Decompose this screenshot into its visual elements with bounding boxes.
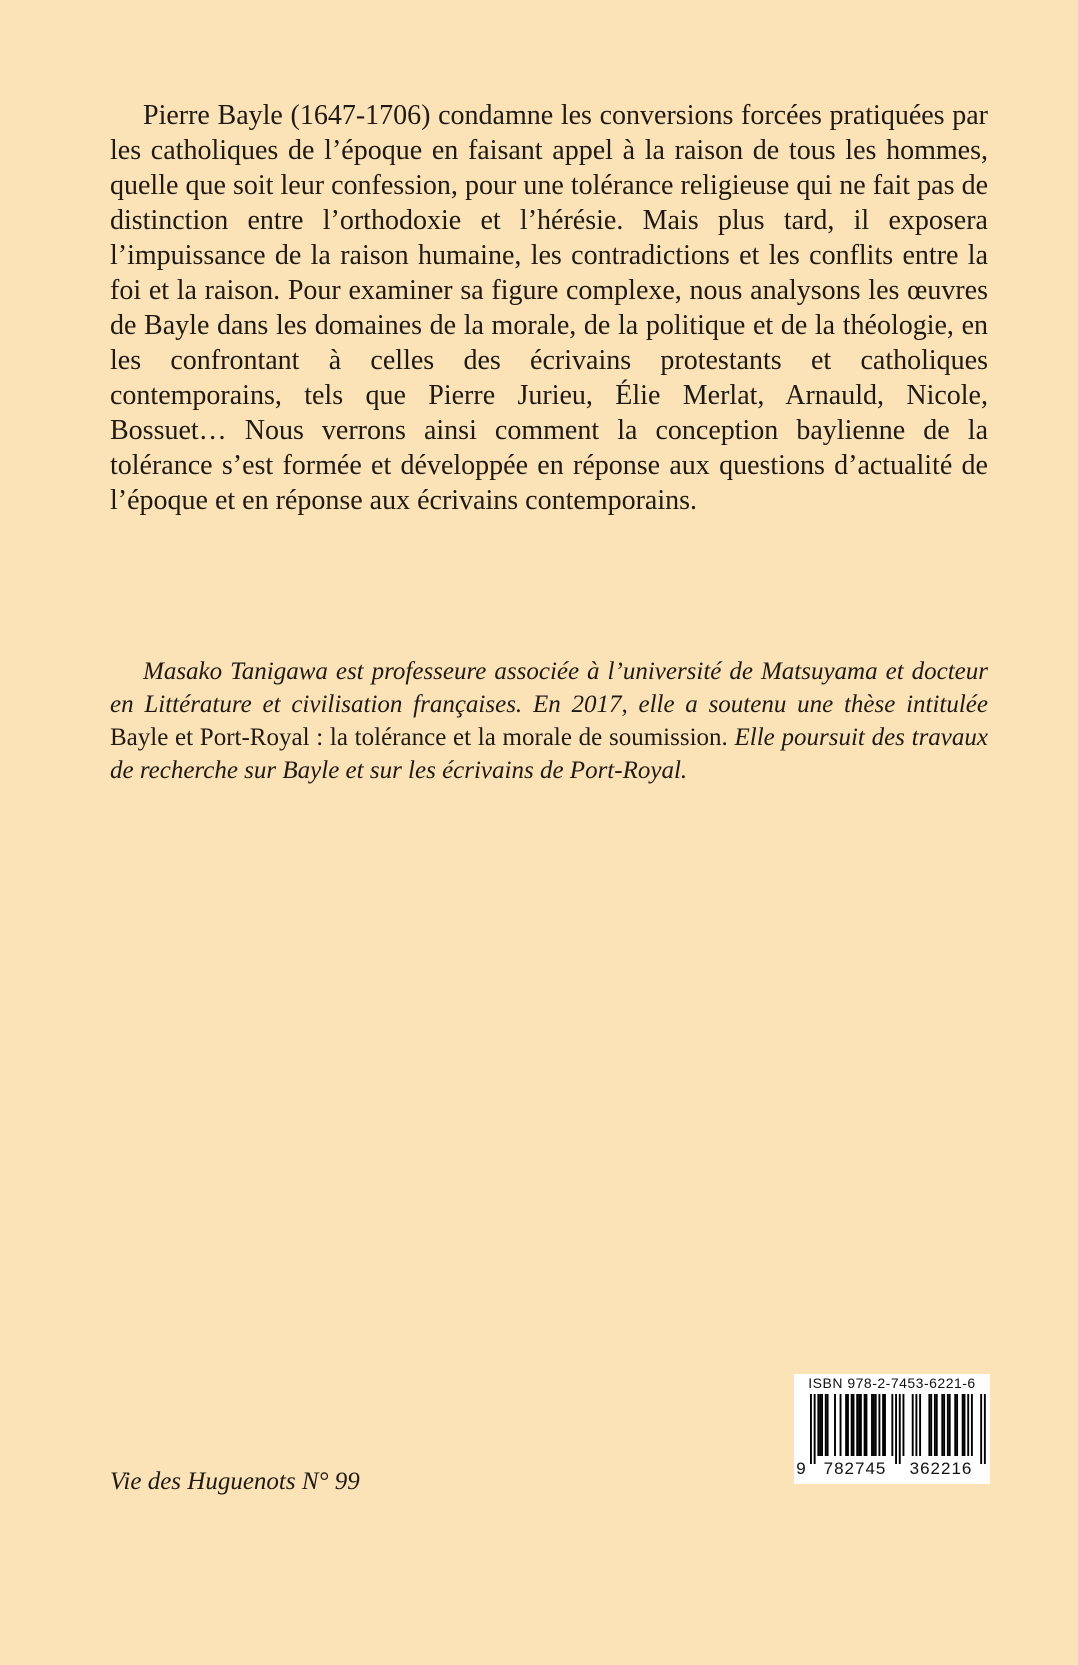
author-bio-intro: Masako Tanigawa est professeure associée à l’université de Matsuyama et docteur en Littérature et civilisation françaises. En 2017, elle a soutenu une thèse intitulée [110,658,988,718]
barcode-bar [864,1394,866,1456]
barcode-bar [840,1394,842,1456]
barcode-bar [934,1394,936,1456]
barcode-bar [962,1394,964,1456]
barcode-bar [871,1394,873,1456]
barcode-bar [858,1394,860,1456]
barcode-bar [827,1394,829,1456]
isbn-label: ISBN 978-2-7453-6221-6 [808,1375,976,1391]
barcode-bar [971,1394,973,1456]
barcode-bar [884,1394,886,1456]
barcode-bar [821,1394,823,1456]
barcode-bar [984,1394,986,1464]
barcode-bar [954,1394,956,1456]
barcode-bar [895,1394,897,1464]
barcode-bar [856,1394,858,1456]
barcode-bar [915,1394,917,1456]
author-bio-research: Elle poursuit des travaux de recherche sur Bayle et sur les écrivains de Port-Royal. [110,724,988,784]
isbn-barcode-block [794,1374,990,1484]
author-bio [110,655,988,787]
barcode-bar [866,1394,868,1456]
barcode-bar [834,1394,836,1456]
ean-first-digit: 9 [796,1459,806,1478]
barcode-bar [819,1394,821,1456]
barcode-bar [943,1394,945,1456]
barcode-bar [899,1394,901,1464]
barcode-bar [928,1394,930,1456]
barcode-bar [980,1394,982,1464]
barcode-bar [814,1394,816,1464]
barcode-bar [941,1394,943,1456]
barcode-bar [825,1394,827,1456]
barcode-bar [936,1394,938,1456]
barcode-bar [875,1394,877,1456]
barcode-bar [930,1394,932,1456]
barcode-bar [919,1394,921,1456]
barcode-bar [891,1394,893,1456]
barcode-bar [810,1394,812,1464]
barcode-bar [947,1394,949,1456]
series-label: Vie des Huguenots N° 99 [110,1468,360,1495]
barcode-bar [964,1394,966,1456]
barcode-bar [847,1394,849,1456]
ean-right-digits: 362216 [909,1459,973,1478]
book-summary: Pierre Bayle (1647-1706) condamne les conversions forcées pratiquées par les catholiques de l’époque en faisant appel à la raison de tous les hommes, quelle que soit leur confession, pour une tolérance religieuse qui ne fait pas de distinction entre l’orthodoxie et l’hérésie. Mais plus tard, il exposera l’impuissance de la raison humaine, les contradictions et les conflits entre la foi et la raison. Pour examiner sa figure complexe, nous analysons les œuvres de Bayle dans les domaines de la morale, de la politique et de la théologie, en les confrontant à celles des écrivains protestants et catholiques contemporains, tels que Pierre Jurieu, Élie Merlat, Arnauld, Nicole, Bossuet… Nous verrons ainsi comment la conception baylienne de la tolérance s’est formée et développée en réponse aux questions d’actualité de l’époque et en réponse aux écrivains contemporains. [110,100,988,516]
barcode-bar [817,1394,819,1456]
barcode-bar [878,1394,880,1456]
ean-left-digits: 782745 [823,1459,887,1478]
thesis-title: Bayle et Port-Royal : la tolérance et la morale de soumission. [110,724,728,751]
barcode-bar [845,1394,847,1456]
barcode-bar [912,1394,914,1456]
barcode-bar [851,1394,853,1456]
barcode-bar [860,1394,862,1456]
barcode-bar [873,1394,875,1456]
barcode-bar [853,1394,855,1456]
barcode-bar [967,1394,969,1456]
barcode-bar [903,1394,905,1456]
barcode-bar [949,1394,951,1456]
barcode-bar [956,1394,958,1456]
barcode-bar [882,1394,884,1456]
barcode-icon [794,1394,990,1464]
